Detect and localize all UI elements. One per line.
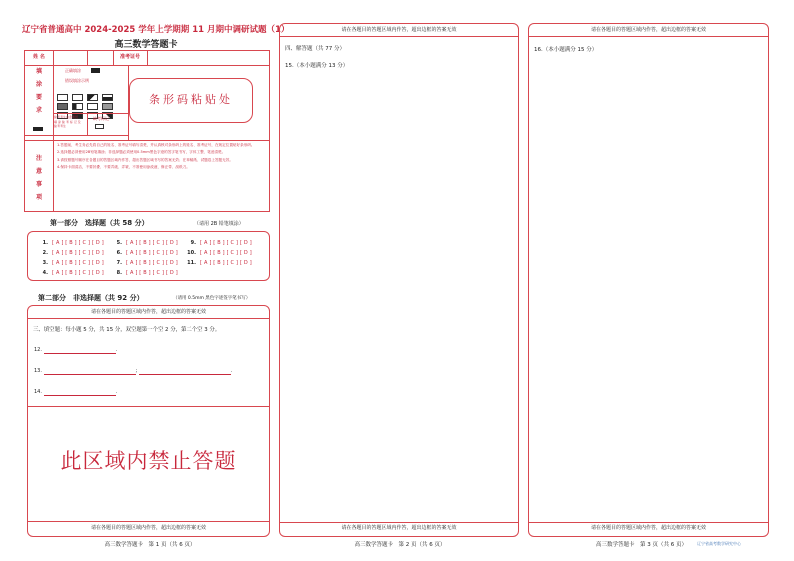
mcq-row[interactable]: 10. [ A ] [ B ] [ C ] [ D ] xyxy=(187,250,252,256)
correct-fill-label: 正确填涂 xyxy=(65,68,81,73)
question-15-label: 15.（本小题满分 13 分） xyxy=(285,63,349,69)
absent-mark-box[interactable] xyxy=(95,124,104,129)
blank-question[interactable]: 13. ; . xyxy=(34,368,233,374)
question-16-label: 16.（本小题满分 15 分） xyxy=(534,47,598,53)
answer-sheet-subtitle: 高三数学答题卡 xyxy=(114,40,178,50)
absent-mark-icon xyxy=(33,127,43,131)
blank-question[interactable]: 12. . xyxy=(34,347,118,353)
question-16-answer-area[interactable] xyxy=(531,56,766,520)
page3-bottom-note: 请在各题目的答题区域内作答，超出边框的答案无效 xyxy=(590,525,706,531)
page2-footer: 高三数学答题卡 第 2 页（共 6 页） xyxy=(354,542,446,548)
check-sample-icon xyxy=(57,94,68,101)
mcq-row[interactable]: 11. [ A ] [ B ] [ C ] [ D ] xyxy=(187,260,252,266)
answer-area-note-bottom: 请在各题目的答题区域内作答，超出边框的答案无效 xyxy=(90,525,206,531)
student-info-box xyxy=(24,50,270,212)
half-sample-icon xyxy=(87,94,98,101)
wrong-fill-samples xyxy=(57,87,127,114)
absent-mark-label: 缺考标记 xyxy=(93,116,109,121)
partial-sample-icon xyxy=(102,94,113,101)
page2-top-note: 请在各题目的答题区域内作答，超出边框的答案无效 xyxy=(341,27,457,33)
wrong-fill-label: 错误填涂示例 xyxy=(65,78,89,83)
page3-top-note: 请在各题目的答题区域内作答，超出边框的答案无效 xyxy=(590,27,706,33)
absent-note: 缺考考生由监考员 填 涂 缺 考 标 记 及 缺考考生 xyxy=(54,115,81,128)
exam-header-title: 辽宁省普通高中 2024-2025 学年上学期期 11 月期中调研试题（1） xyxy=(22,25,290,35)
fill-blank-box xyxy=(27,305,270,537)
mcq-row[interactable]: 4. [ A ] [ B ] [ C ] [ D ] xyxy=(42,270,104,276)
mcq-row[interactable]: 8. [ A ] [ B ] [ C ] [ D ] xyxy=(116,270,178,276)
mcq-row[interactable]: 3. [ A ] [ B ] [ C ] [ D ] xyxy=(42,260,104,266)
page2-answer-box xyxy=(279,23,519,537)
mcq-row[interactable]: 1. [ A ] [ B ] [ C ] [ D ] xyxy=(42,240,104,246)
mcq-box xyxy=(27,231,270,281)
mcq-row[interactable]: 9. [ A ] [ B ] [ C ] [ D ] xyxy=(190,240,252,246)
question-15-answer-area[interactable] xyxy=(282,72,516,520)
part2-note: （请用 0.5mm 黑色字迹签字笔书写） xyxy=(173,296,251,301)
empty-sample-icon xyxy=(87,103,98,110)
watermark-text: 辽宁省高考数学研究中心 xyxy=(697,541,741,546)
fill-requirements-label: 填 涂 要 求 xyxy=(35,68,42,114)
page1-footer: 高三数学答题卡 第 1 页（共 6 页） xyxy=(104,542,196,548)
part2-title: 第二部分 非选择题（共 92 分） xyxy=(38,294,144,302)
gray-sample-icon xyxy=(57,103,68,110)
exam-id-label: 准考证号 xyxy=(119,54,140,60)
notice-list: 1.答题前，考生务必先将自己的姓名、准考证号填写清楚，并认真核对条形码上的姓名、准考证号，在规定位置贴好条形码。 2.选择题必须使用2B铅笔填涂；非选择题必须使用0.5mm黑色字迹的签字笔书写，字体工整、笔迹清楚。 3.请按照题号顺序在各题目的答题区域内作答，超出答题区域书写的答案无效；在草稿纸、试题卷上答题无效。 4.保持卡面清洁，不要折叠、不要弄破、弄皱，不准使用涂改液、修正带、刮纸刀。 xyxy=(57,143,255,170)
name-label: 姓 名 xyxy=(33,54,45,60)
page3-answer-box xyxy=(528,23,769,537)
answer-area-note: 请在各题目的答题区域内作答，超出边框的答案无效 xyxy=(90,309,206,315)
notice-label: 注 意 事 项 xyxy=(35,155,42,201)
left-sample-icon xyxy=(72,103,83,110)
page3-footer: 高三数学答题卡 第 3 页（共 6 页） xyxy=(596,542,687,548)
page2-bottom-note: 请在各题目的答题区域内作答，超出边框的答案无效 xyxy=(341,525,457,531)
mcq-row[interactable]: 7. [ A ] [ B ] [ C ] [ D ] xyxy=(116,260,178,266)
blank-question[interactable]: 14. . xyxy=(34,389,118,395)
exam-id-boxes[interactable] xyxy=(147,51,269,65)
correct-fill-sample xyxy=(91,68,100,73)
light-sample-icon xyxy=(102,103,113,110)
mcq-row[interactable]: 2. [ A ] [ B ] [ C ] [ D ] xyxy=(42,250,104,256)
part1-note: （请用 2B 铅笔填涂） xyxy=(194,221,244,227)
cross-sample-icon xyxy=(72,94,83,101)
mcq-row[interactable]: 6. [ A ] [ B ] [ C ] [ D ] xyxy=(116,250,178,256)
forbidden-area-text: 此区域内禁止答题 xyxy=(60,449,237,473)
part1-title: 第一部分 选择题（共 58 分） xyxy=(50,219,149,227)
fill-blank-heading: 三、填空题：每小题 5 分，共 15 分，双空题第一个空 2 分，第二个空 3 分。 xyxy=(33,327,221,333)
mcq-row[interactable]: 5. [ A ] [ B ] [ C ] [ D ] xyxy=(116,240,178,246)
section-heading: 四、解答题（共 77 分） xyxy=(285,46,345,52)
barcode-area: 条形码粘贴处 xyxy=(129,78,253,123)
